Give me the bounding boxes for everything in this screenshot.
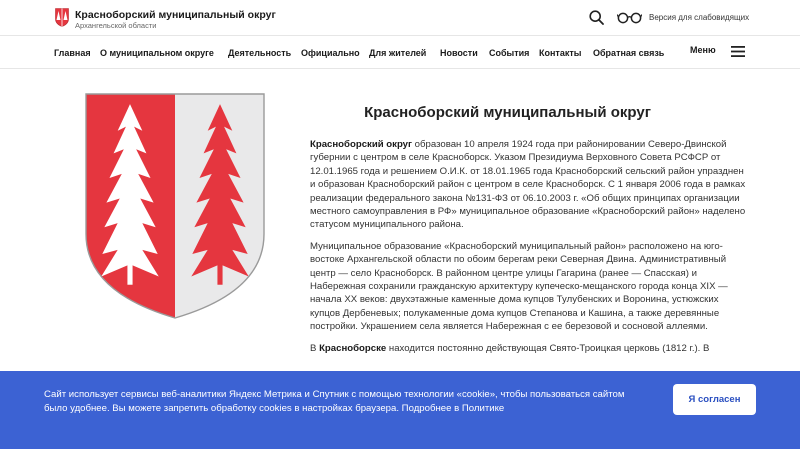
nav-item-activity[interactable]: Деятельность — [228, 48, 292, 58]
hamburger-icon[interactable] — [731, 46, 745, 57]
nav-item-about[interactable]: О муниципальном округе — [100, 48, 214, 58]
search-icon[interactable] — [589, 10, 604, 25]
bold-term: Красноборске — [319, 342, 387, 354]
paragraph-text: образован 10 апреля 1924 года при районировании Северо-Двинской губернии с центром в селе Красноборск. Указом Президиума Верховного Совета РСФСР от 12.01.1965 года и решением О.И.К. от 18.01.1965 года Красноборский сельский район упразднен и образован Красноборский район с центром в селе Красноборск. С 1 января 2006 года в рамках реализации федерального закона №131-ФЗ от 06.10.2003 г. «Об общих принципах организации местного самоуправления в РФ» муниципальное образование «Красноборский район» наделено статусом муниципального района. — [310, 139, 746, 231]
nav-item-home[interactable]: Главная — [54, 48, 91, 58]
top-header — [0, 0, 800, 36]
page-heading: Красноборский муниципальный округ — [364, 104, 651, 121]
coat-of-arms-image — [84, 92, 266, 320]
nav-item-residents[interactable]: Для жителей — [369, 48, 427, 58]
nav-item-news[interactable]: Новости — [440, 48, 478, 58]
accessibility-version-link[interactable]: Версия для слабовидящих — [649, 13, 750, 22]
bold-term: Красноборский округ — [310, 139, 413, 150]
nav-item-official[interactable]: Официально — [301, 48, 360, 58]
menu-button-label[interactable]: Меню — [690, 45, 716, 55]
paragraph-location: Муниципальное образование «Красноборский муниципальный район» расположено на юго-востоке Архангельской области по обоим берегам реки Северная Двина. Административный центр — село Красноборск. В районном центре улицы Гагарина (ранее — Спасская) и Набережная сохранили гражданскую архитектуру купеческо-мещанского города конца XIX — начала XX веков: двухэтажные каменные дома купцов Тулубенских и Воронина, устюжских купцов Дербеневых; полукаменные дома купцов Степанова и Кашина, а также деревянные постройки. Украшением села является Набережная с ее березовой и сосновой аллеями. — [310, 240, 728, 333]
main-navigation — [0, 36, 800, 69]
site-subtitle: Архангельской области — [75, 21, 157, 30]
main-content — [310, 138, 746, 363]
coat-of-arms-icon[interactable] — [55, 8, 69, 27]
paragraph-prefix: В — [310, 342, 320, 354]
nav-item-contacts[interactable]: Контакты — [539, 48, 582, 58]
nav-item-feedback[interactable]: Обратная связь — [593, 48, 665, 58]
cookie-notice-text: Сайт использует сервисы веб-аналитики Яндекс Метрика и Спутник с помощью технологии «cookie», чтобы пользоваться сайтом было удобнее. Вы можете запретить обработку cookies в настройках браузера. Подробнее в Политике — [44, 389, 625, 414]
paragraph-text: находится постоянно действующая Свято-Троицкая церковь (1812 г.). В — [386, 342, 710, 354]
site-title[interactable]: Красноборский муниципальный округ — [75, 9, 276, 21]
glasses-icon[interactable] — [617, 11, 642, 24]
nav-item-events[interactable]: События — [489, 48, 530, 58]
paragraph-history — [310, 138, 746, 232]
cookie-accept-button[interactable]: Я согласен — [673, 384, 756, 415]
paragraph-church — [310, 342, 746, 355]
